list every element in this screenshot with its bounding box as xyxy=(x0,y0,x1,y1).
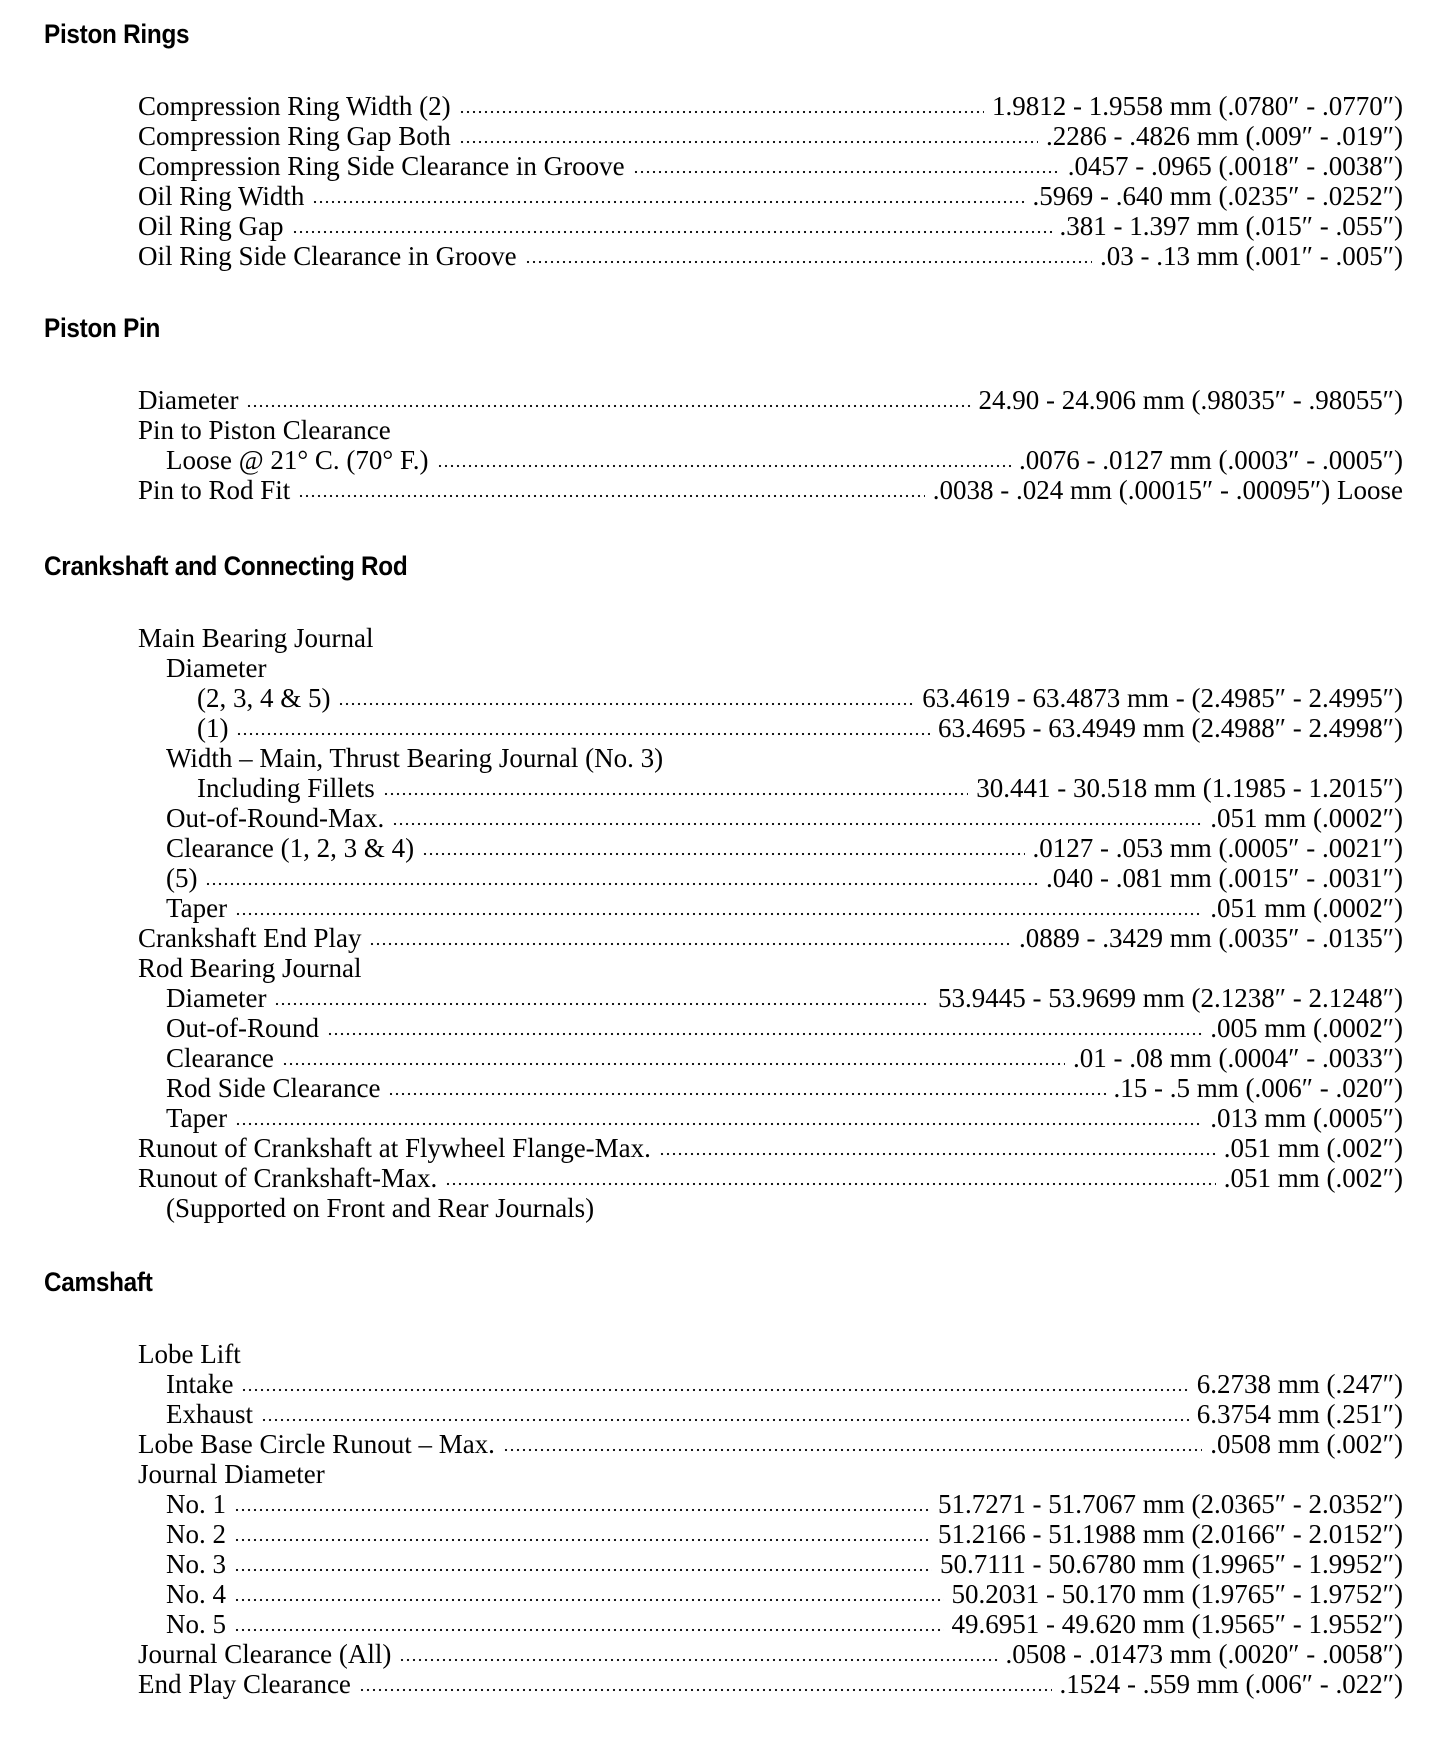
dot-leader xyxy=(437,463,1011,469)
dot-leader xyxy=(399,1657,997,1663)
spec-row xyxy=(166,653,1403,683)
spec-row xyxy=(138,1459,1403,1489)
dot-leader xyxy=(236,731,930,737)
spec-value: .013 mm (.0005″) xyxy=(1210,1103,1403,1133)
dot-leader xyxy=(359,1687,1052,1693)
dot-leader xyxy=(234,1597,944,1603)
spec-row xyxy=(166,1073,1403,1103)
spec-value: .03 - .13 mm (.001″ - .005″) xyxy=(1100,241,1403,271)
dot-leader xyxy=(274,1001,930,1007)
dot-leader xyxy=(369,941,1011,947)
spec-value: .0076 - .0127 mm (.0003″ - .0005″) xyxy=(1019,445,1403,475)
spec-rows xyxy=(0,385,1456,505)
spec-label: No. 5 xyxy=(166,1609,226,1639)
dot-leader xyxy=(422,851,1024,857)
spec-row xyxy=(138,1429,1403,1459)
dot-leader xyxy=(659,1151,1216,1157)
spec-value: .381 - 1.397 mm (.015″ - .055″) xyxy=(1059,211,1403,241)
spec-label: Pin to Rod Fit xyxy=(138,475,291,505)
spec-label: No. 2 xyxy=(166,1519,226,1549)
dot-leader xyxy=(392,821,1202,827)
spec-row xyxy=(138,1639,1403,1669)
dot-leader xyxy=(327,1031,1202,1037)
spec-label: Compression Ring Side Clearance in Groove xyxy=(138,151,625,181)
dot-leader xyxy=(503,1447,1202,1453)
spec-row xyxy=(166,1549,1403,1579)
spec-label: Exhaust xyxy=(166,1399,253,1429)
dot-leader xyxy=(205,881,1038,887)
dot-leader xyxy=(235,1121,1202,1127)
spec-row xyxy=(166,1519,1403,1549)
spec-value: 6.2738 mm (.247″) xyxy=(1196,1369,1403,1399)
spec-label: Taper xyxy=(166,893,228,923)
spec-row xyxy=(166,1399,1403,1429)
spec-label: (1) xyxy=(197,713,229,743)
spec-value: 1.9812 - 1.9558 mm (.0780″ - .0770″) xyxy=(992,91,1403,121)
spec-label: Journal Diameter xyxy=(138,1459,325,1489)
spec-section xyxy=(0,551,1456,1223)
spec-row xyxy=(166,1609,1403,1639)
spec-row xyxy=(166,833,1403,863)
spec-rows xyxy=(0,91,1456,271)
spec-row xyxy=(166,743,1403,773)
dot-leader xyxy=(234,1627,944,1633)
spec-row xyxy=(138,211,1403,241)
spec-row xyxy=(138,923,1403,953)
spec-label: No. 1 xyxy=(166,1489,226,1519)
spec-value: .051 mm (.0002″) xyxy=(1210,893,1403,923)
dot-leader xyxy=(235,911,1202,917)
spec-label: No. 4 xyxy=(166,1579,226,1609)
spec-label: Intake xyxy=(166,1369,234,1399)
dot-leader xyxy=(459,139,1038,145)
spec-label: Including Fillets xyxy=(197,773,375,803)
spec-row xyxy=(166,1369,1403,1399)
spec-label: Clearance (1, 2, 3 & 4) xyxy=(166,833,415,863)
dot-leader xyxy=(282,1061,1065,1067)
spec-row xyxy=(166,1013,1403,1043)
spec-row xyxy=(138,953,1403,983)
section-heading: Piston Pin xyxy=(44,313,161,343)
section-heading: Piston Rings xyxy=(44,19,190,49)
spec-value: .1524 - .559 mm (.006″ - .022″) xyxy=(1059,1669,1403,1699)
spec-row xyxy=(197,773,1403,803)
spec-value: 50.2031 - 50.170 mm (1.9765″ - 1.9752″) xyxy=(951,1579,1403,1609)
dot-leader xyxy=(234,1567,932,1573)
spec-label: Out-of-Round xyxy=(166,1013,319,1043)
dot-leader xyxy=(459,109,984,115)
spec-label: End Play Clearance xyxy=(138,1669,351,1699)
spec-row xyxy=(138,415,1403,445)
spec-row xyxy=(138,241,1403,271)
spec-value: 53.9445 - 53.9699 mm (2.1238″ - 2.1248″) xyxy=(938,983,1403,1013)
spec-section xyxy=(0,1267,1456,1699)
spec-label: Loose @ 21° C. (70° F.) xyxy=(166,445,429,475)
spec-value: .051 mm (.0002″) xyxy=(1210,803,1403,833)
spec-label: Diameter xyxy=(166,653,267,683)
spec-label: Pin to Piston Clearance xyxy=(138,415,391,445)
spec-row xyxy=(138,385,1403,415)
dot-leader xyxy=(298,493,925,499)
spec-value: .0508 mm (.002″) xyxy=(1210,1429,1403,1459)
dot-leader xyxy=(633,169,1060,175)
spec-section xyxy=(0,19,1456,271)
dot-leader xyxy=(292,229,1052,235)
spec-label: Lobe Lift xyxy=(138,1339,241,1369)
spec-row xyxy=(166,863,1403,893)
spec-value: .0457 - .0965 (.0018″ - .0038″) xyxy=(1067,151,1403,181)
spec-section xyxy=(0,313,1456,505)
dot-leader xyxy=(261,1417,1189,1423)
spec-value: .0889 - .3429 mm (.0035″ - .0135″) xyxy=(1019,923,1403,953)
spec-label: Main Bearing Journal xyxy=(138,623,374,653)
spec-label: Runout of Crankshaft-Max. xyxy=(138,1163,438,1193)
dot-leader xyxy=(234,1537,930,1543)
section-heading: Camshaft xyxy=(44,1267,153,1297)
spec-row xyxy=(197,713,1403,743)
spec-row xyxy=(138,1669,1403,1699)
spec-label: Oil Ring Gap xyxy=(138,211,284,241)
spec-row xyxy=(166,1103,1403,1133)
spec-row xyxy=(197,683,1403,713)
dot-leader xyxy=(383,791,969,797)
spec-value: .5969 - .640 mm (.0235″ - .0252″) xyxy=(1032,181,1403,211)
spec-row xyxy=(138,475,1403,505)
spec-row xyxy=(166,893,1403,923)
section-heading: Crankshaft and Connecting Rod xyxy=(44,551,408,581)
spec-rows xyxy=(0,1339,1456,1699)
spec-label: Lobe Base Circle Runout – Max. xyxy=(138,1429,495,1459)
dot-leader xyxy=(241,1387,1188,1393)
spec-value: 6.3754 mm (.251″) xyxy=(1196,1399,1403,1429)
spec-value: .051 mm (.002″) xyxy=(1223,1163,1403,1193)
spec-label: Out-of-Round-Max. xyxy=(166,803,385,833)
spec-value: .040 - .081 mm (.0015″ - .0031″) xyxy=(1046,863,1403,893)
spec-row xyxy=(138,1133,1403,1163)
spec-label: Compression Ring Width (2) xyxy=(138,91,451,121)
spec-value: 24.90 - 24.906 mm (.98035″ - .98055″) xyxy=(978,385,1403,415)
dot-leader xyxy=(445,1181,1216,1187)
spec-label: Journal Clearance (All) xyxy=(138,1639,392,1669)
spec-label: Oil Ring Width xyxy=(138,181,305,211)
spec-value: .2286 - .4826 mm (.009″ - .019″) xyxy=(1046,121,1403,151)
spec-row xyxy=(138,181,1403,211)
spec-row xyxy=(138,1163,1403,1193)
spec-label: (Supported on Front and Rear Journals) xyxy=(166,1193,595,1223)
spec-row xyxy=(166,445,1403,475)
spec-row xyxy=(138,151,1403,181)
spec-row xyxy=(166,1043,1403,1073)
spec-label: (2, 3, 4 & 5) xyxy=(197,683,331,713)
spec-label: Crankshaft End Play xyxy=(138,923,362,953)
dot-leader xyxy=(388,1091,1105,1097)
spec-value: 51.2166 - 51.1988 mm (2.0166″ - 2.0152″) xyxy=(938,1519,1403,1549)
spec-value: .15 - .5 mm (.006″ - .020″) xyxy=(1113,1073,1403,1103)
spec-value: 30.441 - 30.518 mm (1.1985 - 1.2015″) xyxy=(976,773,1403,803)
spec-row xyxy=(166,803,1403,833)
spec-row xyxy=(138,623,1403,653)
spec-label: Taper xyxy=(166,1103,228,1133)
spec-row xyxy=(166,1489,1403,1519)
spec-value: .0508 - .01473 mm (.0020″ - .0058″) xyxy=(1005,1639,1403,1669)
spec-label: (5) xyxy=(166,863,198,893)
spec-row xyxy=(166,983,1403,1013)
spec-label: Diameter xyxy=(166,983,267,1013)
spec-row xyxy=(138,121,1403,151)
spec-label: Rod Side Clearance xyxy=(166,1073,381,1103)
spec-value: .01 - .08 mm (.0004″ - .0033″) xyxy=(1073,1043,1403,1073)
spec-value: 49.6951 - 49.620 mm (1.9565″ - 1.9552″) xyxy=(951,1609,1403,1639)
dot-leader xyxy=(525,259,1092,265)
spec-value: .0038 - .024 mm (.00015″ - .00095″) Loose xyxy=(932,475,1403,505)
spec-value: 63.4619 - 63.4873 mm - (2.4985″ - 2.4995″) xyxy=(922,683,1403,713)
spec-value: .051 mm (.002″) xyxy=(1223,1133,1403,1163)
dot-leader xyxy=(246,403,970,409)
dot-leader xyxy=(312,199,1024,205)
spec-row xyxy=(166,1193,1403,1223)
spec-row xyxy=(166,1579,1403,1609)
spec-value: .0127 - .053 mm (.0005″ - .0021″) xyxy=(1032,833,1403,863)
spec-label: Compression Ring Gap Both xyxy=(138,121,451,151)
spec-label: Oil Ring Side Clearance in Groove xyxy=(138,241,517,271)
spec-row xyxy=(138,91,1403,121)
spec-value: 51.7271 - 51.7067 mm (2.0365″ - 2.0352″) xyxy=(938,1489,1403,1519)
spec-label: Rod Bearing Journal xyxy=(138,953,362,983)
spec-label: Width – Main, Thrust Bearing Journal (No. 3) xyxy=(166,743,664,773)
spec-value: .005 mm (.0002″) xyxy=(1210,1013,1403,1043)
spec-row xyxy=(138,1339,1403,1369)
spec-label: Diameter xyxy=(138,385,239,415)
spec-label: No. 3 xyxy=(166,1549,226,1579)
spec-label: Runout of Crankshaft at Flywheel Flange-Max. xyxy=(138,1133,651,1163)
spec-value: 50.7111 - 50.6780 mm (1.9965″ - 1.9952″) xyxy=(940,1549,1403,1579)
dot-leader xyxy=(338,701,914,707)
spec-value: 63.4695 - 63.4949 mm (2.4988″ - 2.4998″) xyxy=(938,713,1403,743)
dot-leader xyxy=(234,1507,930,1513)
spec-label: Clearance xyxy=(166,1043,274,1073)
spec-rows xyxy=(0,623,1456,1223)
